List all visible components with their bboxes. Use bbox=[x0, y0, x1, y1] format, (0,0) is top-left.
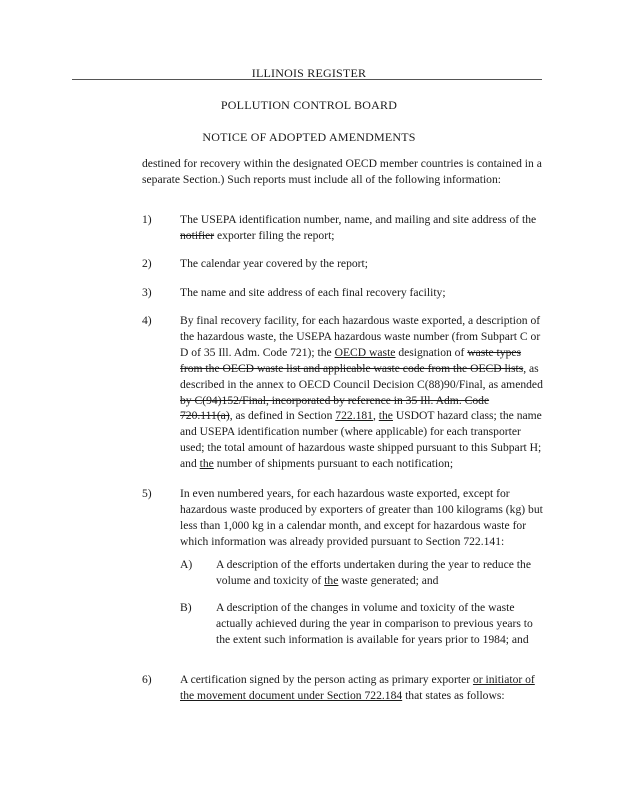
item-4-underlined-oecd-waste: OECD waste bbox=[334, 345, 396, 359]
item-4-struck-waste-types: waste types from the OECD waste list and applicable waste code from the OECD lists bbox=[180, 345, 524, 375]
item-5b-number: B) bbox=[180, 601, 192, 614]
item-3-text: The name and site address of each final recovery facility; bbox=[180, 286, 446, 299]
header-register: ILLINOIS REGISTER bbox=[251, 66, 367, 80]
item-2-number: 2) bbox=[142, 257, 152, 270]
item-6-number: 6) bbox=[142, 673, 152, 686]
item-5a-underlined-the: the bbox=[324, 573, 339, 587]
item-5b-text: A description of the changes in volume and toxicity of the waste actually achieved during the year in comparison to previous years to the extent such information is available for years prior to 1984; and bbox=[216, 601, 533, 646]
item-3-number: 3) bbox=[142, 286, 152, 299]
item-5-number: 5) bbox=[142, 487, 152, 500]
item-4-text-g: number of shipments pursuant to each notification; bbox=[213, 457, 454, 471]
item-1-text-b: exporter filing the report; bbox=[214, 228, 335, 242]
item-4-underlined-the: the bbox=[378, 409, 393, 423]
item-4-text-b: designation of bbox=[395, 345, 468, 359]
item-4-struck-incorporated: by C(94)152/Final, incorporated by reference in 35 Ill. Adm. Code 720.111(a) bbox=[180, 393, 490, 423]
item-5a-number: A) bbox=[180, 558, 193, 571]
item-5-text: In even numbered years, for each hazardous waste exported, except for hazardous waste produced by exporters of greater than 100 kilograms (kg) but less than 1,000 kg in a calendar month, and except for hazardous waste for which information was already provided pursuant to Section 722.141: bbox=[180, 487, 543, 548]
item-2-text: The calendar year covered by the report; bbox=[180, 257, 368, 270]
item-4-text-f: USDOT hazard class; the name and USEPA identification number (where applicable) for each transporter used; the total amount of hazardous waste shipped pursuant to this Subpart H; and bbox=[180, 409, 542, 471]
item-1-text-a: The USEPA identification number, name, and mailing and site address of the bbox=[180, 213, 537, 226]
header-board: POLLUTION CONTROL BOARD bbox=[220, 98, 398, 112]
item-4-text-a: By final recovery facility, for each hazardous waste exported, a description of the hazardous waste, the USEPA hazardous waste number (from Subpart C or D of 35 Ill. Adm. Code 721); the bbox=[180, 314, 541, 359]
header-rule bbox=[72, 79, 542, 80]
item-6-underlined-initiator: or initiator of the movement document under Section 722.184 bbox=[180, 673, 535, 702]
item-4-number: 4) bbox=[142, 314, 152, 327]
item-4-text-e: , bbox=[372, 409, 379, 423]
item-4-text-d: , as defined in Section bbox=[229, 409, 336, 423]
item-1-text bbox=[180, 212, 544, 244]
item-6-text-a: A certification signed by the person acting as primary exporter bbox=[180, 673, 473, 686]
item-6-text bbox=[180, 672, 544, 704]
item-5a-text-a: A description of the efforts undertaken during the year to reduce the volume and toxicity of bbox=[216, 558, 531, 587]
item-5a-text bbox=[216, 557, 544, 589]
item-1-number: 1) bbox=[142, 213, 152, 226]
item-4-text bbox=[180, 313, 544, 472]
item-1-struck: notifier bbox=[180, 228, 215, 242]
item-6-text-b: that states as follows: bbox=[402, 688, 505, 702]
item-4-underlined-section: 722.181 bbox=[335, 409, 373, 423]
item-4-underlined-the-2: the bbox=[199, 457, 214, 471]
intro-paragraph: destined for recovery within the designated OECD member countries is contained in a separate Section.) Such reports must include all of the following information: bbox=[142, 157, 542, 186]
header-notice: NOTICE OF ADOPTED AMENDMENTS bbox=[202, 130, 416, 144]
item-5a-text-b: waste generated; and bbox=[338, 573, 439, 587]
item-4-text-c: , as described in the annex to OECD Council Decision C(88)90/Final, as amended bbox=[180, 361, 543, 391]
